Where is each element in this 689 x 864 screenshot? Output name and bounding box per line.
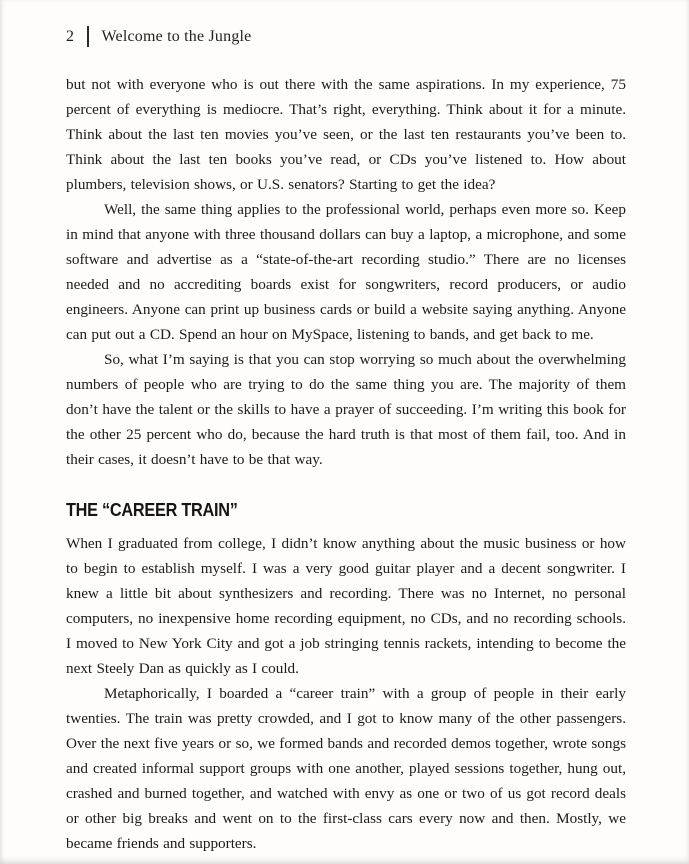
body-paragraph: So, what I’m saying is that you can stop worrying so much about the overwhelming numbers of people who are trying to do the same thing you are. The majority of them don’t have the talent or the skills to have a prayer of succeeding. I’m writing this book for the other 25 percent who do, because the hard truth is that most of them fail, too. And in their cases, it doesn’t have to be that way.	[66, 351, 626, 468]
body-paragraph: When I graduated from college, I didn’t know anything about the music business or how to begin to establish myself. I was a very good guitar player and a decent songwriter. I knew a little bit about synthesizers and recording. There was no Internet, no personal computers, no inexpensive home recording equipment, no CDs, and no recording schools. I moved to New York City and got a job stringing tennis rackets, intending to become the next Steely Dan as quickly as I could.	[66, 535, 626, 677]
body-paragraph: Well, the same thing applies to the professional world, perhaps even more so. Keep in mind that anyone with three thousand dollars can buy a laptop, a microphone, and some software and advertise as a “state-of-the-art recording studio.” There are no licenses needed and no accrediting boards exist for songwriters, record producers, or audio engineers. Anyone can print up business cards or build a website saying anything. Anyone can put out a CD. Spend an hour on MySpace, listening to bands, and get back to me.	[66, 201, 626, 343]
section-heading: THE “CAREER TRAIN”	[66, 499, 238, 520]
page-header	[66, 26, 626, 47]
page-number: 2	[66, 27, 74, 45]
body-paragraph: but not with everyone who is out there with the same aspirations. In my experience, 75 percent of everything is mediocre. That’s right, everything. Think about it for a minute. Think about the last ten movies you’ve seen, or the last ten restaurants you’ve been to. Think about the last ten books you’ve read, or CDs you’ve listened to. How about plumbers, television shows, or U.S. senators? Starting to get the idea?	[66, 76, 626, 193]
body-paragraph: Metaphorically, I boarded a “career train” with a group of people in their early twenties. The train was pretty crowded, and I got to know many of the other passengers. Over the next five years or so, we formed bands and recorded demos together, wrote songs and created informal support groups with one another, played sessions together, hung out, crashed and burned together, and watched with envy as one or two of us got record deals or other big breaks and went on to the first-class cars every now and then. Mostly, we became friends and supporters.	[66, 685, 626, 852]
page-body	[66, 72, 626, 856]
running-title: Welcome to the Jungle	[101, 27, 252, 45]
